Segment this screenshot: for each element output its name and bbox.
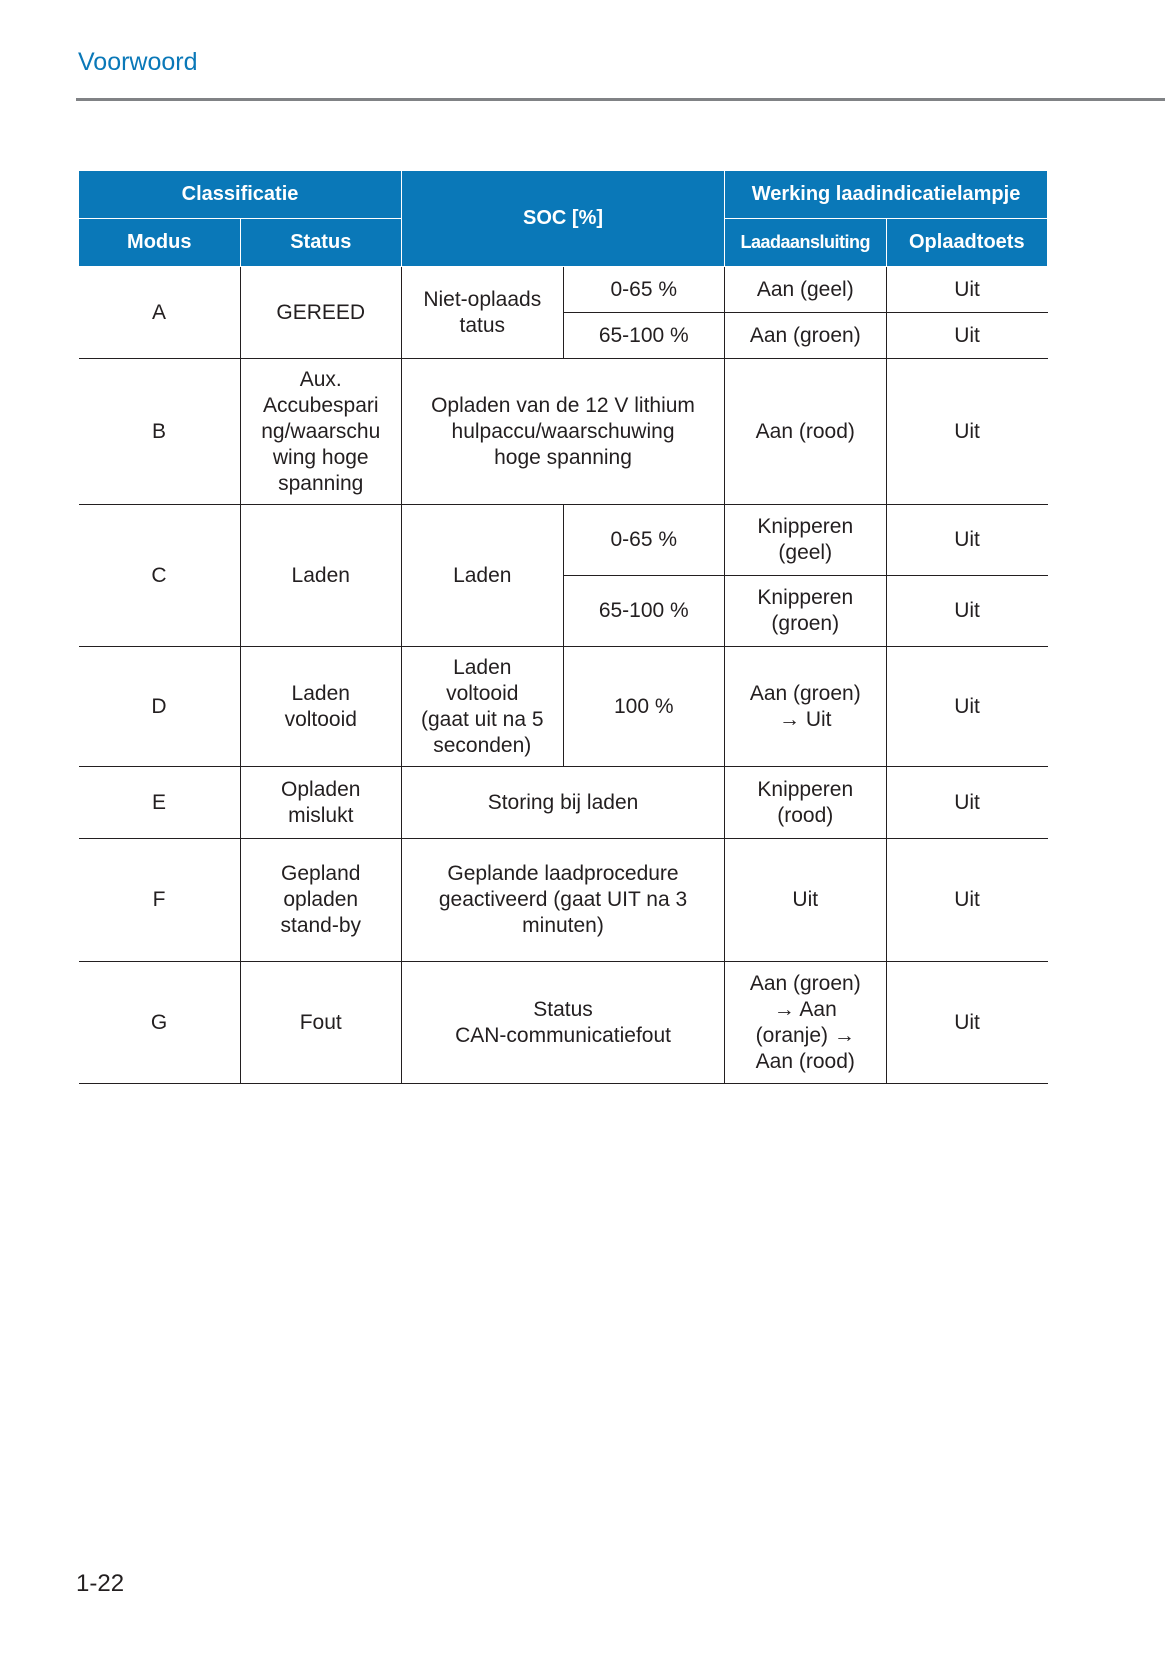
cell-laadaansluiting: Aan (groen) → Aan (oranje) → Aan (rood) [725,962,887,1084]
cell-laadaansluiting: Aan (groen) → Uit [725,647,887,767]
cell-soc: 0-65 % [563,267,725,313]
header-modus: Modus [79,219,241,267]
cell-oplaadtoets: Uit [886,505,1048,576]
cell-oplaadtoets: Uit [886,359,1048,505]
cell-soc: Storing bij laden [402,767,725,839]
cell-status: Laden voltooid [240,647,402,767]
cell-oplaadtoets: Uit [886,962,1048,1084]
cell-laadaansluiting: Aan (groen) [725,313,887,359]
cell-status: Fout [240,962,402,1084]
header-soc: SOC [%] [402,171,725,267]
cell-oplaadtoets: Uit [886,647,1048,767]
section-title: Voorwoord [78,48,198,76]
cell-soc-state: Laden voltooid (gaat uit na 5 seconden) [402,647,564,767]
cell-modus: C [79,505,241,647]
cell-status: Aux. Accubespari ng/waarschu wing hoge spanning [240,359,402,505]
cell-soc-state: Niet-oplaads tatus [402,267,564,359]
cell-status: Laden [240,505,402,647]
cell-status: Gepland opladen stand-by [240,839,402,962]
cell-laadaansluiting: Uit [725,839,887,962]
cell-modus: G [79,962,241,1084]
cell-laadaansluiting: Aan (rood) [725,359,887,505]
cell-soc-state: Laden [402,505,564,647]
header-oplaadtoets: Oplaadtoets [886,219,1048,267]
cell-oplaadtoets: Uit [886,313,1048,359]
header-divider [76,98,1165,101]
cell-modus: E [79,767,241,839]
header-classificatie: Classificatie [79,171,402,219]
cell-soc: 65-100 % [563,313,725,359]
cell-status: GEREED [240,267,402,359]
cell-laadaansluiting: Knipperen (geel) [725,505,887,576]
header-laadaansluiting: Laadaansluiting [725,219,887,267]
cell-modus: A [79,267,241,359]
cell-oplaadtoets: Uit [886,267,1048,313]
cell-laadaansluiting: Aan (geel) [725,267,887,313]
cell-soc: 65-100 % [563,576,725,647]
cell-soc: Geplande laadprocedure geactiveerd (gaat UIT na 3 minuten) [402,839,725,962]
cell-modus: F [79,839,241,962]
cell-soc: 0-65 % [563,505,725,576]
cell-soc: Status CAN-communicatiefout [402,962,725,1084]
cell-modus: D [79,647,241,767]
cell-oplaadtoets: Uit [886,839,1048,962]
cell-modus: B [79,359,241,505]
cell-laadaansluiting: Knipperen (rood) [725,767,887,839]
cell-oplaadtoets: Uit [886,576,1048,647]
charging-indicator-table [78,170,1048,1084]
header-status: Status [240,219,402,267]
cell-status: Opladen mislukt [240,767,402,839]
cell-soc: 100 % [563,647,725,767]
cell-oplaadtoets: Uit [886,767,1048,839]
cell-soc: Opladen van de 12 V lithium hulpaccu/waarschuwing hoge spanning [402,359,725,505]
page-number: 1-22 [76,1570,125,1597]
cell-laadaansluiting: Knipperen (groen) [725,576,887,647]
header-werking: Werking laadindicatielampje [725,171,1048,219]
